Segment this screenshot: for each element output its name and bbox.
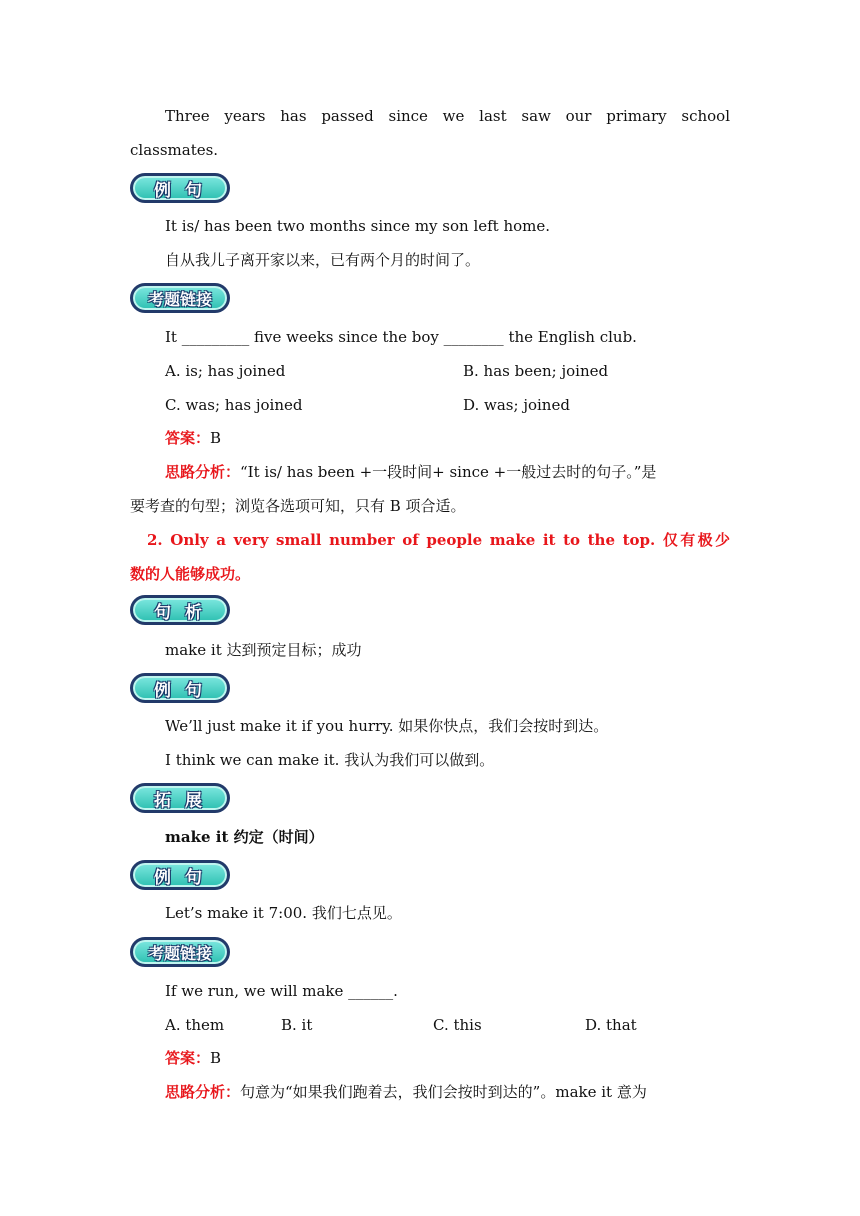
analysis-line: 要考查的句型；浏览各选项可知，只有 B 项合适。: [130, 497, 466, 515]
definition: make it 达到预定目标；成功: [165, 641, 362, 659]
analysis-text: 句意为“如果我们跑着去，我们会按时到达的”。make it 意为: [240, 1083, 647, 1101]
option-a: A. them: [165, 1016, 225, 1034]
exam-link-badge: 考题链接: [130, 283, 230, 313]
exam-link-badge: 考题链接: [130, 937, 230, 967]
option-d: D. was; joined: [463, 396, 570, 414]
example-chinese: 自从我儿子离开家以来，已有两个月的时间了。: [165, 251, 481, 269]
extension-text: make it 约定（时间）: [165, 828, 324, 846]
analysis-label: 思路分析：: [165, 463, 241, 481]
example-english: It is/ has been two months since my son left home.: [165, 217, 551, 235]
analysis-label: 思路分析：: [165, 1083, 241, 1101]
example-line: Let’s make it 7:00. 我们七点见。: [165, 904, 402, 922]
example-line: I think we can make it. 我认为我们可以做到。: [165, 751, 495, 769]
option-c: C. this: [433, 1016, 482, 1034]
analysis-text: “It is/ has been +一段时间+ since +一般过去时的句子。”是: [240, 463, 657, 481]
example-line: We’ll just make it if you hurry. 如果你快点，我们会按时到达。: [165, 717, 609, 735]
answer-line: [165, 428, 730, 448]
paragraph-line: Three years has passed since we last saw our primary school: [165, 107, 730, 125]
question-stem: It _________ five weeks since the boy ________ the English club.: [165, 328, 637, 346]
extension-badge: 拓 展: [130, 783, 230, 813]
section-heading: 2. Only a very small number of people make it to the top. 仅有极少: [147, 531, 730, 549]
analysis-line: [165, 462, 730, 482]
answer-label: 答案：: [165, 429, 211, 447]
example-badge: 例 句: [130, 860, 230, 890]
answer-label: 答案：: [165, 1049, 211, 1067]
paragraph-line: classmates.: [130, 141, 219, 159]
question-stem: If we run, we will make ______.: [165, 982, 398, 1000]
option-b: B. it: [281, 1016, 313, 1034]
option-d: D. that: [585, 1016, 637, 1034]
example-badge: 例 句: [130, 673, 230, 703]
analysis-badge: 句 析: [130, 595, 230, 625]
answer-value: B: [210, 429, 222, 447]
analysis-line: [165, 1082, 730, 1102]
answer-value: B: [210, 1049, 222, 1067]
answer-line: [165, 1048, 730, 1068]
option-b: B. has been; joined: [463, 362, 609, 380]
example-badge: 例 句: [130, 173, 230, 203]
section-heading: 数的人能够成功。: [130, 565, 251, 583]
option-c: C. was; has joined: [165, 396, 303, 414]
option-a: A. is; has joined: [165, 362, 286, 380]
